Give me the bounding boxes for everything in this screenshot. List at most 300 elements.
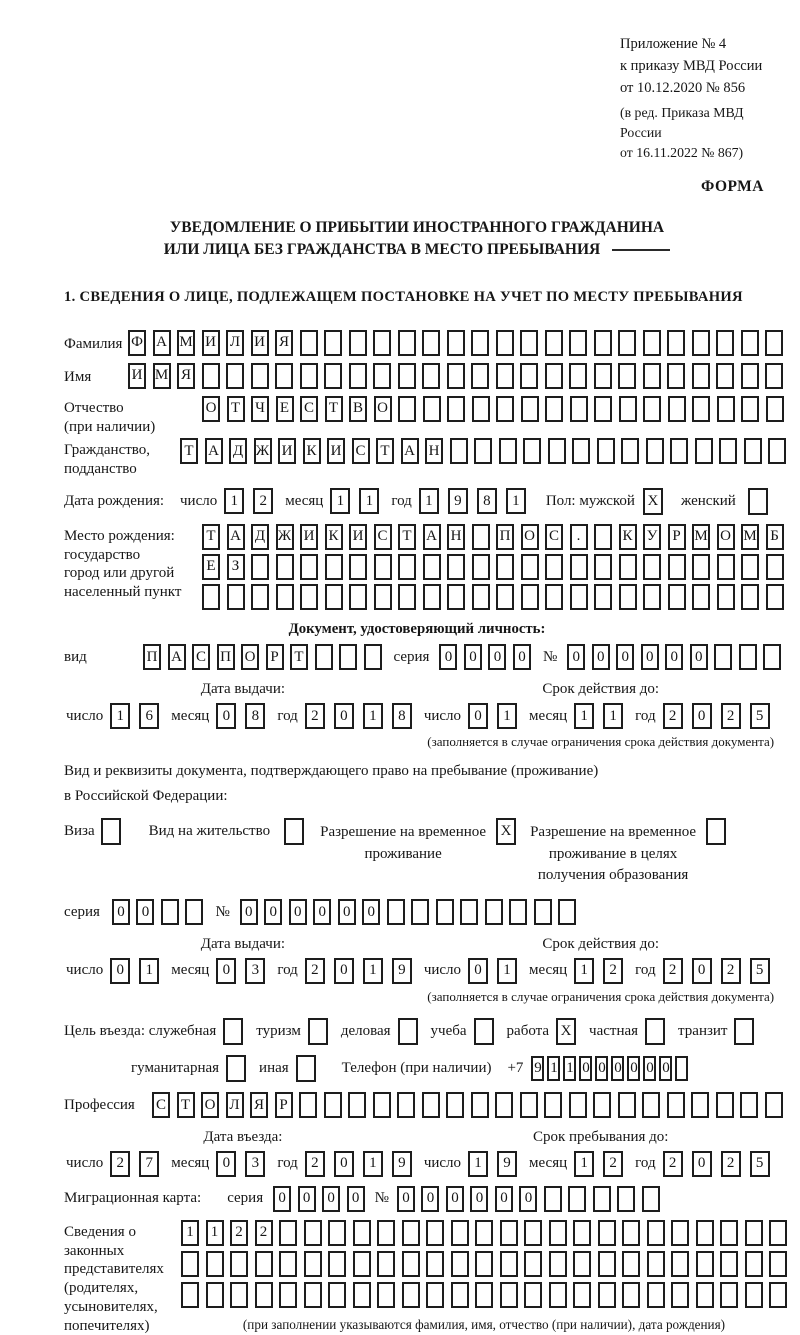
char-cell[interactable] — [402, 1282, 420, 1308]
char-cell[interactable] — [696, 1251, 714, 1277]
char-cell[interactable] — [300, 363, 318, 389]
char-cell[interactable] — [373, 330, 391, 356]
char-cell[interactable]: В — [349, 396, 367, 422]
char-cell[interactable]: Р — [668, 524, 686, 550]
char-cell[interactable] — [622, 1282, 640, 1308]
char-cell[interactable] — [364, 644, 382, 670]
char-cell[interactable] — [643, 363, 661, 389]
char-cell[interactable] — [373, 363, 391, 389]
char-cell[interactable] — [349, 363, 367, 389]
char-cell[interactable] — [255, 1282, 273, 1308]
char-cell[interactable]: О — [202, 396, 220, 422]
char-cell[interactable] — [719, 438, 737, 464]
char-cell[interactable] — [720, 1220, 738, 1246]
char-cell[interactable] — [768, 438, 786, 464]
char-cell[interactable]: 0 — [313, 899, 331, 925]
char-cell[interactable] — [460, 899, 478, 925]
char-cell[interactable] — [643, 396, 661, 422]
char-cell[interactable] — [696, 1282, 714, 1308]
char-cell[interactable] — [670, 438, 688, 464]
char-cell[interactable] — [387, 899, 405, 925]
char-cell[interactable] — [398, 330, 416, 356]
char-cell[interactable]: 0 — [513, 644, 531, 670]
char-cell[interactable]: 5 — [750, 703, 770, 729]
char-cell[interactable] — [692, 554, 710, 580]
char-cell[interactable]: 3 — [245, 1151, 265, 1177]
char-cell[interactable] — [643, 554, 661, 580]
char-cell[interactable] — [377, 1251, 395, 1277]
char-cell[interactable] — [279, 1220, 297, 1246]
char-cell[interactable] — [496, 396, 514, 422]
char-cell[interactable] — [422, 1092, 440, 1118]
char-cell[interactable]: С — [374, 524, 392, 550]
char-cell[interactable] — [328, 1220, 346, 1246]
char-cell[interactable] — [325, 554, 343, 580]
char-cell[interactable]: А — [227, 524, 245, 550]
char-cell[interactable]: 2 — [603, 1151, 623, 1177]
char-cell[interactable] — [534, 899, 552, 925]
char-cell[interactable]: Р — [275, 1092, 293, 1118]
checkbox-cell[interactable]: X — [556, 1018, 576, 1045]
char-cell[interactable]: Т — [177, 1092, 195, 1118]
char-cell[interactable]: М — [741, 524, 759, 550]
char-cell[interactable] — [671, 1251, 689, 1277]
char-cell[interactable]: Т — [290, 644, 308, 670]
char-cell[interactable] — [594, 363, 612, 389]
char-cell[interactable]: О — [521, 524, 539, 550]
char-cell[interactable]: И — [300, 524, 318, 550]
char-cell[interactable] — [230, 1282, 248, 1308]
char-cell[interactable]: С — [300, 396, 318, 422]
char-cell[interactable] — [446, 1092, 464, 1118]
char-cell[interactable] — [769, 1220, 787, 1246]
char-cell[interactable]: А — [423, 524, 441, 550]
char-cell[interactable] — [185, 899, 203, 925]
char-cell[interactable] — [642, 1092, 660, 1118]
char-cell[interactable] — [549, 1251, 567, 1277]
char-cell[interactable] — [472, 396, 490, 422]
char-cell[interactable] — [572, 438, 590, 464]
char-cell[interactable] — [447, 330, 465, 356]
char-cell[interactable]: 0 — [468, 703, 488, 729]
char-cell[interactable]: 0 — [338, 899, 356, 925]
checkbox-cell[interactable] — [706, 818, 726, 845]
char-cell[interactable] — [202, 584, 220, 610]
char-cell[interactable]: Д — [251, 524, 269, 550]
char-cell[interactable]: 0 — [464, 644, 482, 670]
char-cell[interactable] — [667, 363, 685, 389]
char-cell[interactable] — [570, 396, 588, 422]
char-cell[interactable] — [598, 1251, 616, 1277]
char-cell[interactable] — [451, 1282, 469, 1308]
char-cell[interactable] — [548, 438, 566, 464]
checkbox-cell[interactable] — [101, 818, 121, 845]
char-cell[interactable] — [692, 396, 710, 422]
char-cell[interactable]: Д — [229, 438, 247, 464]
char-cell[interactable] — [500, 1251, 518, 1277]
char-cell[interactable] — [691, 1092, 709, 1118]
char-cell[interactable] — [717, 584, 735, 610]
char-cell[interactable]: 0 — [519, 1186, 537, 1212]
char-cell[interactable] — [206, 1251, 224, 1277]
char-cell[interactable] — [397, 1092, 415, 1118]
char-cell[interactable]: 1 — [181, 1220, 199, 1246]
char-cell[interactable] — [304, 1251, 322, 1277]
char-cell[interactable] — [594, 330, 612, 356]
char-cell[interactable] — [675, 1056, 688, 1081]
checkbox-cell[interactable] — [226, 1055, 246, 1082]
char-cell[interactable] — [622, 1220, 640, 1246]
char-cell[interactable]: 2 — [721, 958, 741, 984]
char-cell[interactable] — [471, 363, 489, 389]
char-cell[interactable] — [496, 330, 514, 356]
char-cell[interactable] — [426, 1282, 444, 1308]
char-cell[interactable] — [569, 363, 587, 389]
char-cell[interactable] — [618, 330, 636, 356]
char-cell[interactable] — [353, 1220, 371, 1246]
char-cell[interactable]: 0 — [470, 1186, 488, 1212]
char-cell[interactable]: 0 — [397, 1186, 415, 1212]
char-cell[interactable]: 0 — [334, 703, 354, 729]
char-cell[interactable]: 9 — [392, 1151, 412, 1177]
char-cell[interactable] — [315, 644, 333, 670]
char-cell[interactable] — [300, 554, 318, 580]
char-cell[interactable] — [485, 899, 503, 925]
char-cell[interactable]: М — [692, 524, 710, 550]
char-cell[interactable]: 1 — [547, 1056, 560, 1081]
char-cell[interactable] — [545, 554, 563, 580]
char-cell[interactable] — [353, 1282, 371, 1308]
char-cell[interactable] — [765, 1092, 783, 1118]
checkbox-cell[interactable]: X — [643, 488, 663, 515]
char-cell[interactable] — [402, 1251, 420, 1277]
char-cell[interactable]: 9 — [392, 958, 412, 984]
char-cell[interactable]: Я — [275, 330, 293, 356]
char-cell[interactable] — [717, 554, 735, 580]
char-cell[interactable]: 0 — [136, 899, 154, 925]
char-cell[interactable] — [716, 363, 734, 389]
char-cell[interactable]: 5 — [750, 958, 770, 984]
char-cell[interactable] — [496, 363, 514, 389]
char-cell[interactable] — [181, 1282, 199, 1308]
char-cell[interactable]: 0 — [579, 1056, 592, 1081]
char-cell[interactable]: 2 — [603, 958, 623, 984]
char-cell[interactable]: 1 — [359, 488, 379, 514]
char-cell[interactable] — [643, 584, 661, 610]
char-cell[interactable]: 0 — [627, 1056, 640, 1081]
char-cell[interactable] — [202, 363, 220, 389]
char-cell[interactable]: А — [168, 644, 186, 670]
char-cell[interactable] — [324, 363, 342, 389]
char-cell[interactable] — [692, 330, 710, 356]
char-cell[interactable] — [524, 1251, 542, 1277]
char-cell[interactable] — [549, 1282, 567, 1308]
char-cell[interactable] — [475, 1282, 493, 1308]
char-cell[interactable]: 0 — [643, 1056, 656, 1081]
char-cell[interactable]: К — [619, 524, 637, 550]
char-cell[interactable] — [251, 584, 269, 610]
char-cell[interactable] — [769, 1282, 787, 1308]
char-cell[interactable] — [667, 1092, 685, 1118]
char-cell[interactable]: 1 — [574, 958, 594, 984]
char-cell[interactable]: 2 — [230, 1220, 248, 1246]
char-cell[interactable]: 0 — [334, 958, 354, 984]
char-cell[interactable]: 2 — [305, 703, 325, 729]
checkbox-cell[interactable] — [645, 1018, 665, 1045]
char-cell[interactable]: 0 — [264, 899, 282, 925]
char-cell[interactable] — [520, 1092, 538, 1118]
char-cell[interactable] — [520, 330, 538, 356]
char-cell[interactable] — [598, 1282, 616, 1308]
char-cell[interactable] — [668, 554, 686, 580]
char-cell[interactable]: 2 — [110, 1151, 130, 1177]
char-cell[interactable] — [423, 554, 441, 580]
char-cell[interactable]: Л — [226, 1092, 244, 1118]
char-cell[interactable] — [325, 584, 343, 610]
char-cell[interactable] — [598, 1220, 616, 1246]
checkbox-cell[interactable] — [308, 1018, 328, 1045]
char-cell[interactable]: Е — [276, 396, 294, 422]
char-cell[interactable]: 0 — [692, 958, 712, 984]
char-cell[interactable] — [349, 330, 367, 356]
char-cell[interactable] — [451, 1220, 469, 1246]
char-cell[interactable]: П — [217, 644, 235, 670]
char-cell[interactable]: Н — [425, 438, 443, 464]
char-cell[interactable]: 0 — [216, 703, 236, 729]
char-cell[interactable] — [496, 554, 514, 580]
char-cell[interactable]: 9 — [531, 1056, 544, 1081]
char-cell[interactable] — [619, 554, 637, 580]
char-cell[interactable] — [398, 584, 416, 610]
char-cell[interactable] — [594, 396, 612, 422]
char-cell[interactable] — [304, 1220, 322, 1246]
char-cell[interactable] — [324, 1092, 342, 1118]
checkbox-cell[interactable] — [474, 1018, 494, 1045]
char-cell[interactable]: 0 — [446, 1186, 464, 1212]
char-cell[interactable] — [570, 584, 588, 610]
char-cell[interactable]: У — [643, 524, 661, 550]
char-cell[interactable]: 3 — [245, 958, 265, 984]
char-cell[interactable] — [766, 396, 784, 422]
char-cell[interactable]: 0 — [216, 1151, 236, 1177]
char-cell[interactable] — [695, 438, 713, 464]
char-cell[interactable] — [496, 584, 514, 610]
char-cell[interactable]: Ж — [276, 524, 294, 550]
char-cell[interactable]: И — [202, 330, 220, 356]
char-cell[interactable] — [447, 584, 465, 610]
char-cell[interactable] — [766, 584, 784, 610]
char-cell[interactable]: 0 — [298, 1186, 316, 1212]
char-cell[interactable]: 1 — [497, 958, 517, 984]
char-cell[interactable]: 0 — [690, 644, 708, 670]
char-cell[interactable] — [741, 554, 759, 580]
char-cell[interactable] — [739, 644, 757, 670]
char-cell[interactable] — [339, 644, 357, 670]
char-cell[interactable]: 8 — [477, 488, 497, 514]
char-cell[interactable] — [646, 438, 664, 464]
char-cell[interactable] — [251, 363, 269, 389]
char-cell[interactable] — [569, 330, 587, 356]
char-cell[interactable]: 1 — [497, 703, 517, 729]
char-cell[interactable]: 0 — [439, 644, 457, 670]
char-cell[interactable] — [398, 363, 416, 389]
char-cell[interactable]: 0 — [665, 644, 683, 670]
char-cell[interactable]: 2 — [721, 703, 741, 729]
char-cell[interactable] — [549, 1220, 567, 1246]
char-cell[interactable]: 0 — [692, 703, 712, 729]
char-cell[interactable]: 1 — [363, 703, 383, 729]
char-cell[interactable] — [422, 330, 440, 356]
char-cell[interactable] — [569, 1092, 587, 1118]
char-cell[interactable] — [328, 1282, 346, 1308]
char-cell[interactable]: А — [401, 438, 419, 464]
char-cell[interactable] — [181, 1251, 199, 1277]
char-cell[interactable] — [230, 1251, 248, 1277]
char-cell[interactable] — [745, 1282, 763, 1308]
char-cell[interactable]: П — [143, 644, 161, 670]
char-cell[interactable]: 1 — [110, 703, 130, 729]
char-cell[interactable] — [741, 330, 759, 356]
char-cell[interactable]: А — [153, 330, 171, 356]
char-cell[interactable]: С — [152, 1092, 170, 1118]
char-cell[interactable] — [671, 1282, 689, 1308]
char-cell[interactable] — [161, 899, 179, 925]
char-cell[interactable] — [545, 396, 563, 422]
char-cell[interactable] — [499, 438, 517, 464]
char-cell[interactable] — [422, 363, 440, 389]
char-cell[interactable] — [524, 1220, 542, 1246]
char-cell[interactable] — [402, 1220, 420, 1246]
char-cell[interactable] — [720, 1251, 738, 1277]
char-cell[interactable] — [769, 1251, 787, 1277]
char-cell[interactable] — [500, 1282, 518, 1308]
char-cell[interactable] — [373, 1092, 391, 1118]
char-cell[interactable]: 0 — [322, 1186, 340, 1212]
char-cell[interactable]: 1 — [468, 1151, 488, 1177]
char-cell[interactable]: С — [192, 644, 210, 670]
char-cell[interactable] — [398, 554, 416, 580]
char-cell[interactable] — [597, 438, 615, 464]
char-cell[interactable] — [668, 584, 686, 610]
char-cell[interactable] — [545, 584, 563, 610]
char-cell[interactable]: С — [545, 524, 563, 550]
char-cell[interactable] — [765, 363, 783, 389]
char-cell[interactable]: 1 — [574, 1151, 594, 1177]
char-cell[interactable] — [573, 1251, 591, 1277]
char-cell[interactable] — [545, 330, 563, 356]
char-cell[interactable]: 1 — [139, 958, 159, 984]
char-cell[interactable]: И — [327, 438, 345, 464]
char-cell[interactable]: 1 — [224, 488, 244, 514]
char-cell[interactable]: 0 — [659, 1056, 672, 1081]
checkbox-cell[interactable] — [296, 1055, 316, 1082]
char-cell[interactable] — [716, 1092, 734, 1118]
char-cell[interactable] — [255, 1251, 273, 1277]
char-cell[interactable]: 0 — [692, 1151, 712, 1177]
char-cell[interactable]: К — [303, 438, 321, 464]
char-cell[interactable] — [521, 554, 539, 580]
char-cell[interactable] — [573, 1220, 591, 1246]
char-cell[interactable] — [472, 554, 490, 580]
char-cell[interactable]: Ф — [128, 330, 146, 356]
checkbox-cell[interactable]: X — [496, 818, 516, 845]
char-cell[interactable] — [741, 363, 759, 389]
char-cell[interactable] — [300, 330, 318, 356]
char-cell[interactable]: Ж — [254, 438, 272, 464]
char-cell[interactable] — [524, 1282, 542, 1308]
char-cell[interactable] — [276, 584, 294, 610]
char-cell[interactable] — [765, 330, 783, 356]
char-cell[interactable] — [647, 1220, 665, 1246]
char-cell[interactable] — [593, 1186, 611, 1212]
char-cell[interactable] — [668, 396, 686, 422]
char-cell[interactable]: 0 — [567, 644, 585, 670]
char-cell[interactable] — [667, 330, 685, 356]
char-cell[interactable] — [300, 584, 318, 610]
char-cell[interactable] — [353, 1251, 371, 1277]
char-cell[interactable] — [622, 1251, 640, 1277]
char-cell[interactable]: Т — [325, 396, 343, 422]
char-cell[interactable] — [692, 363, 710, 389]
char-cell[interactable] — [423, 584, 441, 610]
char-cell[interactable] — [717, 396, 735, 422]
char-cell[interactable]: 6 — [139, 703, 159, 729]
char-cell[interactable] — [745, 1251, 763, 1277]
char-cell[interactable] — [716, 330, 734, 356]
char-cell[interactable] — [766, 554, 784, 580]
char-cell[interactable]: 0 — [592, 644, 610, 670]
char-cell[interactable] — [398, 396, 416, 422]
char-cell[interactable]: 0 — [112, 899, 130, 925]
char-cell[interactable] — [276, 554, 294, 580]
char-cell[interactable]: З — [227, 554, 245, 580]
char-cell[interactable]: 8 — [392, 703, 412, 729]
char-cell[interactable]: 0 — [488, 644, 506, 670]
char-cell[interactable]: 1 — [363, 958, 383, 984]
char-cell[interactable] — [349, 584, 367, 610]
char-cell[interactable] — [226, 363, 244, 389]
char-cell[interactable]: 0 — [347, 1186, 365, 1212]
char-cell[interactable] — [495, 1092, 513, 1118]
char-cell[interactable] — [279, 1251, 297, 1277]
char-cell[interactable] — [573, 1282, 591, 1308]
char-cell[interactable]: Л — [226, 330, 244, 356]
char-cell[interactable] — [570, 554, 588, 580]
char-cell[interactable]: Я — [250, 1092, 268, 1118]
char-cell[interactable]: Р — [266, 644, 284, 670]
char-cell[interactable] — [618, 1092, 636, 1118]
char-cell[interactable] — [642, 1186, 660, 1212]
char-cell[interactable]: 1 — [363, 1151, 383, 1177]
char-cell[interactable] — [521, 396, 539, 422]
char-cell[interactable]: И — [278, 438, 296, 464]
char-cell[interactable]: К — [325, 524, 343, 550]
char-cell[interactable]: С — [352, 438, 370, 464]
char-cell[interactable]: Е — [202, 554, 220, 580]
char-cell[interactable]: 0 — [273, 1186, 291, 1212]
char-cell[interactable]: Н — [447, 524, 465, 550]
char-cell[interactable] — [671, 1220, 689, 1246]
char-cell[interactable] — [594, 584, 612, 610]
char-cell[interactable]: И — [251, 330, 269, 356]
char-cell[interactable]: О — [374, 396, 392, 422]
char-cell[interactable]: 2 — [255, 1220, 273, 1246]
char-cell[interactable] — [594, 554, 612, 580]
char-cell[interactable] — [763, 644, 781, 670]
char-cell[interactable] — [426, 1220, 444, 1246]
char-cell[interactable]: 1 — [506, 488, 526, 514]
char-cell[interactable] — [740, 1092, 758, 1118]
